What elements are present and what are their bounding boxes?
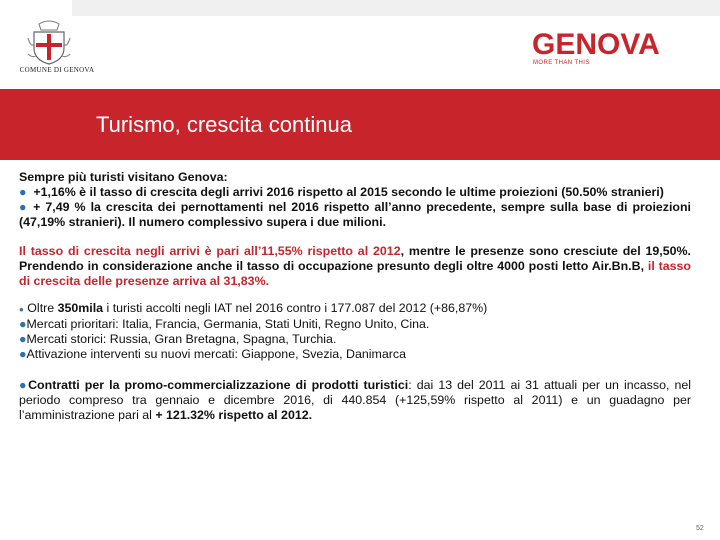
page-title: Turismo, crescita continua [96, 112, 352, 137]
city-crest-icon [26, 18, 72, 66]
section3-line-2: ●Mercati prioritari: Italia, Francia, Germania, Stati Uniti, Regno Unito, Cina. [19, 317, 430, 331]
section1-bullet-2: ● + 7,49 % la crescita dei pernottamenti nel 2016 rispetto all’anno precedente, sempre sulla base di proiezioni (47,19% stranieri). Il numero complessivo supera i due milioni. [19, 200, 691, 229]
section3-line-3: ●Mercati storici: Russia, Gran Bretagna, Spagna, Turchia. [19, 332, 337, 346]
section3-line-1: ● Oltre 350mila i turisti accolti negli IAT nel 2016 contro i 177.087 del 2012 (+86,87%) [19, 301, 488, 315]
comune-label: COMUNE DI GENOVA [19, 66, 95, 74]
genova-tagline: MORE THAN THIS [533, 60, 590, 66]
bullet-icon: ● [19, 305, 24, 314]
section2-paragraph: Il tasso di crescita negli arrivi è pari all’11,55% rispetto al 2012, mentre le presenze sono cresciute del 19,50%. Prendendo in considerazione anche il tasso di occupazione presunto degli oltre 4000 posti letto Air.Bn.B, il tasso di crescita delle presenze arriva al 31,83%. [19, 244, 691, 288]
bullet-icon: ● [19, 332, 27, 346]
section3-line-4: ●Attivazione interventi su nuovi mercati: Giappone, Svezia, Danimarca [19, 347, 406, 361]
bullet-icon: ● [19, 347, 27, 361]
genova-logo: GENOVA [532, 28, 660, 61]
slide-content [19, 170, 691, 423]
page-number: 52 [696, 525, 704, 532]
section1-intro: Sempre più turisti visitano Genova: [19, 170, 228, 184]
bullet-icon: ● [19, 185, 27, 199]
bullet-icon: ● [19, 378, 29, 392]
section1-bullet-1: ● +1,16% è il tasso di crescita degli arrivi 2016 rispetto al 2015 secondo le ultime proiezioni (50.50% stranieri) [19, 185, 664, 199]
section4-paragraph: ●Contratti per la promo-commercializzazione di prodotti turistici: dai 13 del 2011 ai 31 attuali per un incasso, nel periodo compreso tra gennaio e dicembre 2016, di 440.854 (+125,59% rispetto al 2011) e un guadagno per l’amministrazione pari al + 121.32% rispetto al 2012. [19, 378, 692, 422]
top-strip [72, 0, 720, 16]
bullet-icon: ● [19, 200, 29, 214]
bullet-icon: ● [19, 317, 27, 331]
